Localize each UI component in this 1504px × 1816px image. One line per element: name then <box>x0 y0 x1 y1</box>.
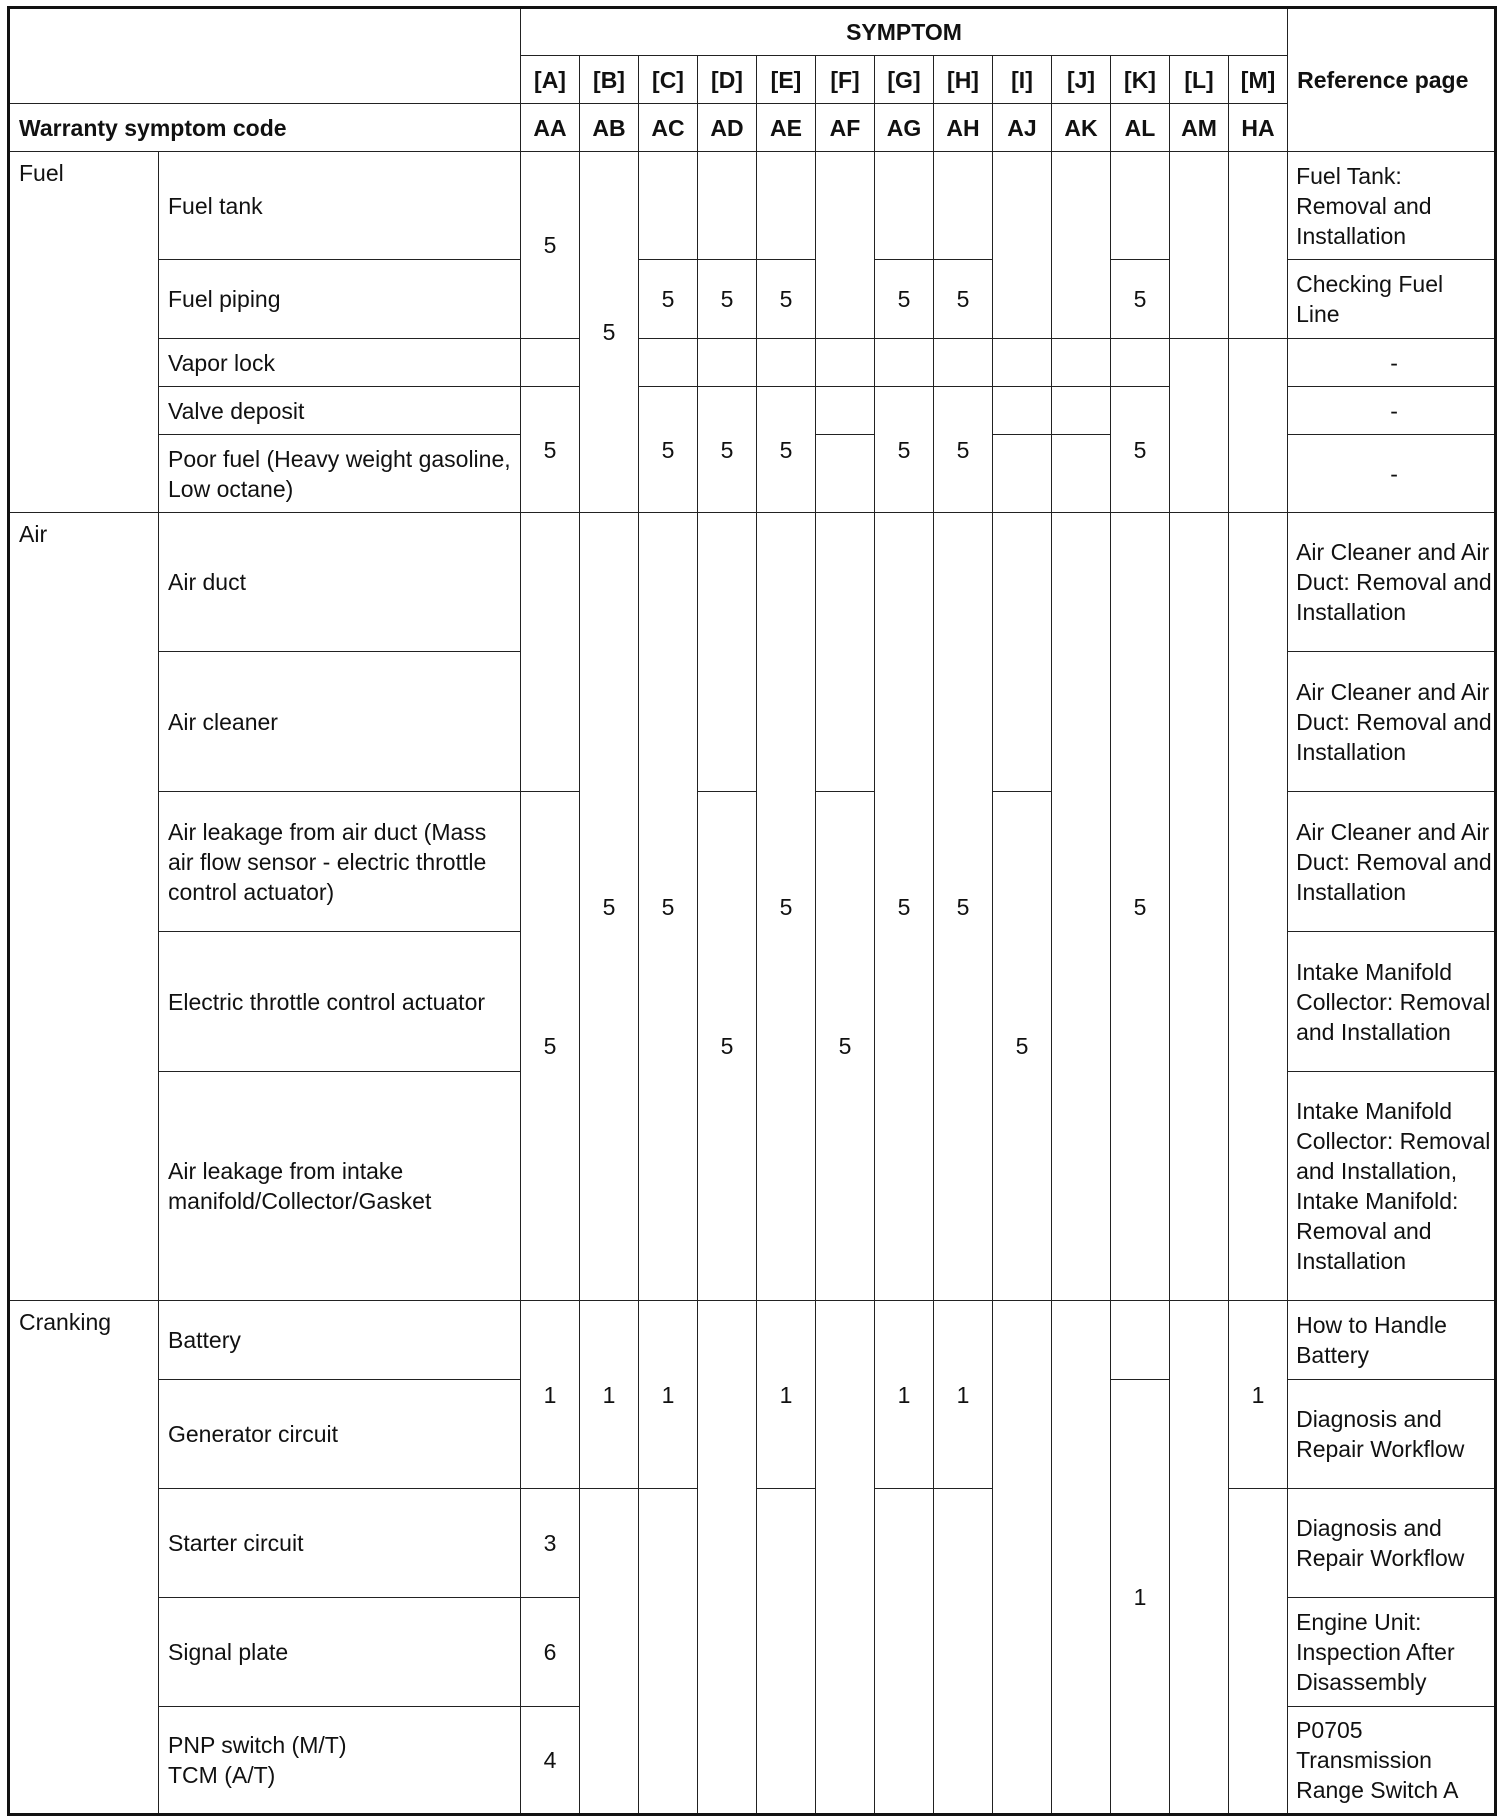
value-cell: 5 <box>1111 513 1170 1301</box>
header-blank <box>9 8 521 104</box>
empty-cell <box>993 152 1052 339</box>
empty-cell <box>816 1301 875 1815</box>
code-col-AC: AC <box>639 104 698 152</box>
category-fuel: Fuel <box>9 152 159 513</box>
code-col-AD: AD <box>698 104 757 152</box>
empty-cell <box>1170 1301 1229 1815</box>
symptom-col-G: [G] <box>875 56 934 104</box>
empty-cell <box>521 339 580 387</box>
empty-cell <box>1052 513 1111 1301</box>
symptom-col-A: [A] <box>521 56 580 104</box>
code-col-AG: AG <box>875 104 934 152</box>
empty-cell <box>816 339 875 387</box>
symptom-col-C: [C] <box>639 56 698 104</box>
empty-cell <box>1052 1301 1111 1815</box>
category-cranking: Cranking <box>9 1301 159 1815</box>
value-cell: 5 <box>698 260 757 339</box>
reference-signal-plate: Engine Unit: Inspection After Disassembly <box>1288 1598 1496 1707</box>
value-cell: 5 <box>580 152 639 513</box>
symptom-col-D: [D] <box>698 56 757 104</box>
symptom-col-K: [K] <box>1111 56 1170 104</box>
item-generator-circuit: Generator circuit <box>159 1380 521 1489</box>
empty-cell <box>521 513 580 792</box>
empty-cell <box>698 152 757 260</box>
empty-cell <box>639 339 698 387</box>
symptom-col-E: [E] <box>757 56 816 104</box>
empty-cell <box>698 1301 757 1815</box>
value-cell: 5 <box>521 387 580 513</box>
item-pnp-switch-tcm <box>159 1707 521 1815</box>
reference-vapor-lock: - <box>1288 339 1496 387</box>
value-cell: 5 <box>1111 260 1170 339</box>
empty-cell <box>698 339 757 387</box>
item-starter-circuit: Starter circuit <box>159 1489 521 1598</box>
empty-cell <box>1229 152 1288 339</box>
value-cell: 1 <box>1229 1301 1288 1489</box>
reference-pnp: P0705 Transmission Range Switch A <box>1288 1707 1496 1815</box>
reference-air-leakage-manifold: Intake Manifold Collector: Removal and Installation, Intake Manifold: Removal and Installation <box>1288 1072 1496 1301</box>
reference-fuel-piping: Checking Fuel Line <box>1288 260 1496 339</box>
value-cell: 5 <box>816 792 875 1301</box>
empty-cell <box>639 152 698 260</box>
reference-air-leakage-duct: Air Cleaner and Air Duct: Removal and Installation <box>1288 792 1496 932</box>
symptom-col-H: [H] <box>934 56 993 104</box>
code-col-AE: AE <box>757 104 816 152</box>
value-cell: 4 <box>521 1707 580 1815</box>
reference-fuel-tank: Fuel Tank: Removal and Installation <box>1288 152 1496 260</box>
empty-cell <box>993 339 1052 387</box>
empty-cell <box>1229 339 1288 513</box>
empty-cell <box>757 152 816 260</box>
empty-cell <box>993 513 1052 792</box>
empty-cell <box>1170 152 1229 339</box>
code-col-AL: AL <box>1111 104 1170 152</box>
empty-cell <box>1052 387 1111 435</box>
category-air: Air <box>9 513 159 1301</box>
item-tcm: TCM (A/T) <box>168 1762 276 1788</box>
symptom-col-F: [F] <box>816 56 875 104</box>
empty-cell <box>1111 1301 1170 1380</box>
empty-cell <box>1052 152 1111 339</box>
value-cell: 1 <box>875 1301 934 1489</box>
value-cell: 5 <box>698 387 757 513</box>
reference-battery: How to Handle Battery <box>1288 1301 1496 1380</box>
value-cell: 1 <box>1111 1380 1170 1815</box>
reference-air-cleaner: Air Cleaner and Air Duct: Removal and Installation <box>1288 652 1496 792</box>
empty-cell <box>875 1489 934 1815</box>
empty-cell <box>875 152 934 260</box>
empty-cell <box>1111 339 1170 387</box>
symptom-title: SYMPTOM <box>521 8 1288 56</box>
reference-air-duct: Air Cleaner and Air Duct: Removal and Installation <box>1288 513 1496 652</box>
value-cell: 5 <box>934 260 993 339</box>
item-air-duct: Air duct <box>159 513 521 652</box>
empty-cell <box>816 435 875 513</box>
symptom-col-J: [J] <box>1052 56 1111 104</box>
value-cell: 5 <box>521 792 580 1301</box>
diagnosis-matrix-sheet <box>7 6 1494 1802</box>
value-cell: 1 <box>521 1301 580 1489</box>
value-cell: 1 <box>639 1301 698 1489</box>
empty-cell <box>580 1489 639 1815</box>
value-cell: 6 <box>521 1598 580 1707</box>
value-cell: 5 <box>639 387 698 513</box>
value-cell: 5 <box>639 260 698 339</box>
item-battery: Battery <box>159 1301 521 1380</box>
empty-cell <box>816 513 875 792</box>
value-cell: 1 <box>934 1301 993 1489</box>
item-valve-deposit: Valve deposit <box>159 387 521 435</box>
code-col-AA: AA <box>521 104 580 152</box>
value-cell: 5 <box>934 513 993 1301</box>
empty-cell <box>1170 513 1229 1301</box>
empty-cell <box>1229 513 1288 1301</box>
value-cell: 5 <box>875 260 934 339</box>
empty-cell <box>1052 339 1111 387</box>
empty-cell <box>757 1489 816 1815</box>
item-air-leakage-manifold: Air leakage from intake manifold/Collector/Gasket <box>159 1072 521 1301</box>
empty-cell <box>993 387 1052 435</box>
empty-cell <box>1229 1489 1288 1815</box>
empty-cell <box>993 435 1052 513</box>
symptom-col-L: [L] <box>1170 56 1229 104</box>
reference-page-header: Reference page <box>1288 8 1496 152</box>
value-cell: 5 <box>993 792 1052 1301</box>
item-vapor-lock: Vapor lock <box>159 339 521 387</box>
item-poor-fuel: Poor fuel (Heavy weight gasoline, Low octane) <box>159 435 521 513</box>
empty-cell <box>757 339 816 387</box>
value-cell: 5 <box>875 387 934 513</box>
reference-valve-deposit: - <box>1288 387 1496 435</box>
empty-cell <box>639 1489 698 1815</box>
code-col-AF: AF <box>816 104 875 152</box>
item-pnp-switch: PNP switch (M/T) <box>168 1732 347 1758</box>
reference-electric-throttle: Intake Manifold Collector: Removal and Installation <box>1288 932 1496 1072</box>
reference-poor-fuel: - <box>1288 435 1496 513</box>
value-cell: 1 <box>580 1301 639 1489</box>
empty-cell <box>1052 435 1111 513</box>
value-cell: 5 <box>757 513 816 1301</box>
empty-cell <box>993 1301 1052 1815</box>
empty-cell <box>934 339 993 387</box>
value-cell: 5 <box>875 513 934 1301</box>
empty-cell <box>816 152 875 339</box>
value-cell: 5 <box>639 513 698 1301</box>
item-fuel-piping: Fuel piping <box>159 260 521 339</box>
item-signal-plate: Signal plate <box>159 1598 521 1707</box>
item-fuel-tank: Fuel tank <box>159 152 521 260</box>
code-col-AJ: AJ <box>993 104 1052 152</box>
item-air-cleaner: Air cleaner <box>159 652 521 792</box>
reference-generator: Diagnosis and Repair Workflow <box>1288 1380 1496 1489</box>
value-cell: 5 <box>757 260 816 339</box>
empty-cell <box>698 513 757 792</box>
value-cell: 1 <box>757 1301 816 1489</box>
code-col-AB: AB <box>580 104 639 152</box>
value-cell: 3 <box>521 1489 580 1598</box>
empty-cell <box>934 152 993 260</box>
value-cell: 5 <box>757 387 816 513</box>
empty-cell <box>1111 152 1170 260</box>
symptom-col-B: [B] <box>580 56 639 104</box>
diagnosis-matrix-table <box>7 6 1497 1816</box>
item-air-leakage-duct: Air leakage from air duct (Mass air flow sensor - electric throttle control actuator) <box>159 792 521 932</box>
value-cell: 5 <box>934 387 993 513</box>
value-cell: 5 <box>521 152 580 339</box>
value-cell: 5 <box>580 513 639 1301</box>
reference-starter: Diagnosis and Repair Workflow <box>1288 1489 1496 1598</box>
empty-cell <box>1170 339 1229 513</box>
value-cell: 5 <box>698 792 757 1301</box>
symptom-col-M: [M] <box>1229 56 1288 104</box>
item-electric-throttle-actuator: Electric throttle control actuator <box>159 932 521 1072</box>
code-col-HA: HA <box>1229 104 1288 152</box>
code-col-AM: AM <box>1170 104 1229 152</box>
code-col-AH: AH <box>934 104 993 152</box>
symptom-col-I: [I] <box>993 56 1052 104</box>
empty-cell <box>816 387 875 435</box>
value-cell: 5 <box>1111 387 1170 513</box>
warranty-symptom-code-label: Warranty symptom code <box>9 104 521 152</box>
empty-cell <box>934 1489 993 1815</box>
code-col-AK: AK <box>1052 104 1111 152</box>
empty-cell <box>875 339 934 387</box>
